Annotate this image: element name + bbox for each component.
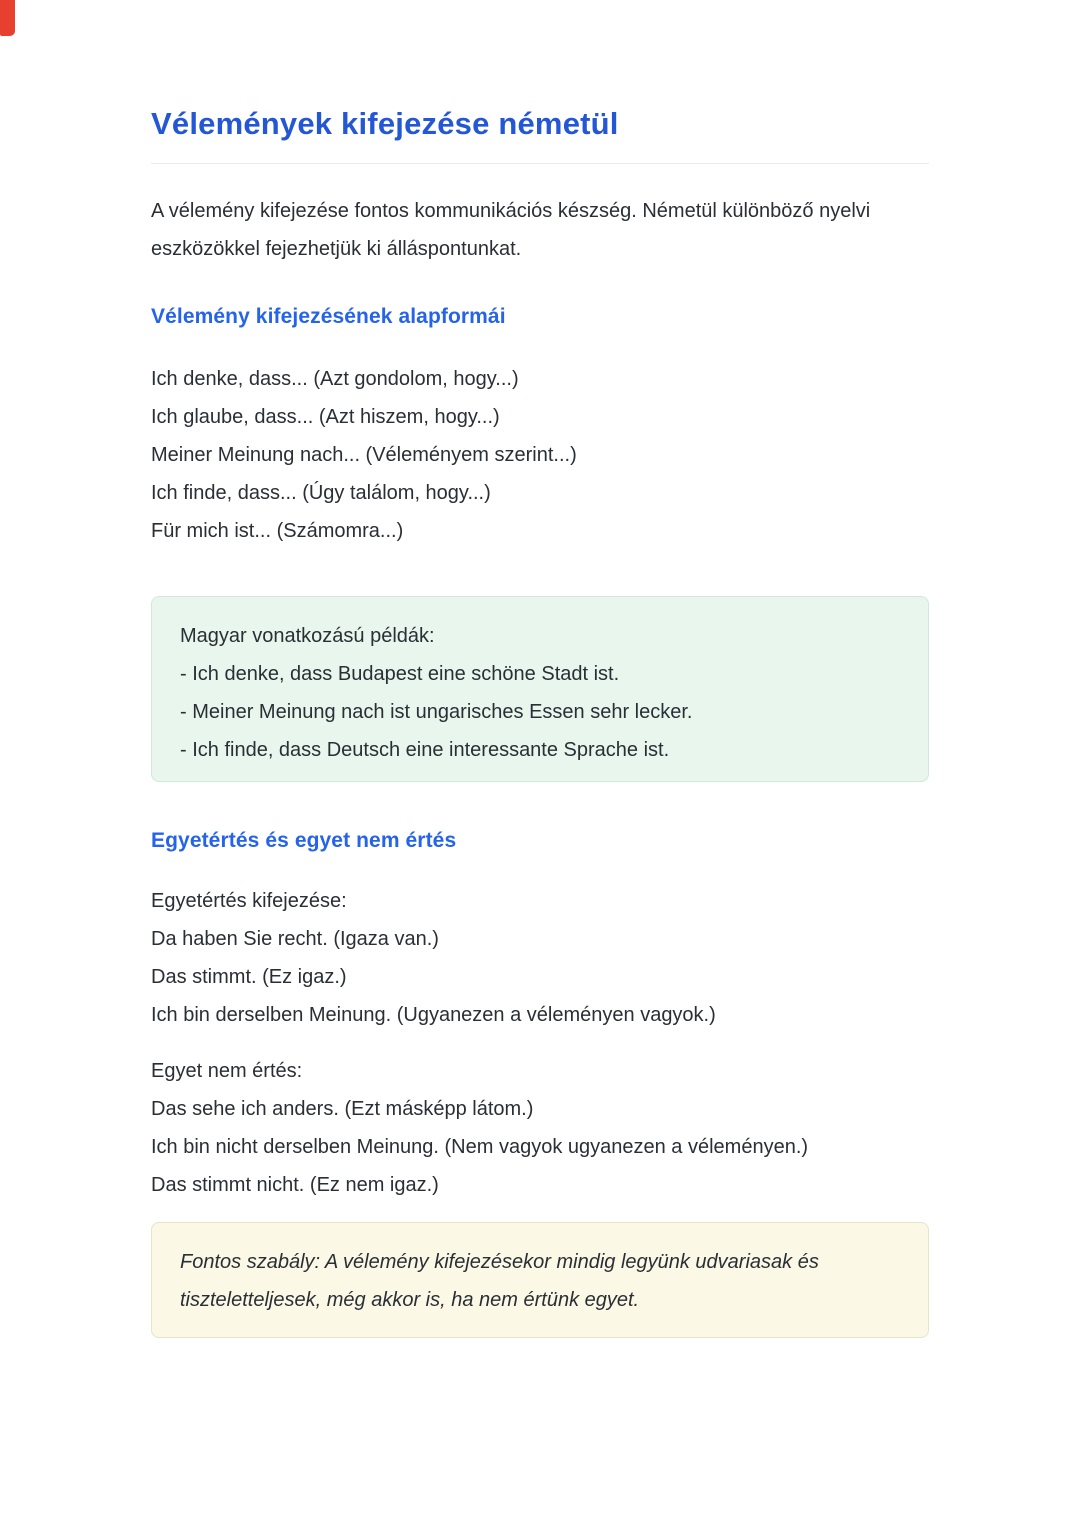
example-item: - Meiner Meinung nach ist ungarisches Essen sehr lecker.: [180, 701, 693, 723]
section-heading-agreement: Egyetértés és egyet nem értés: [151, 829, 457, 852]
example-item: - Ich denke, dass Budapest eine schöne Stadt ist.: [180, 663, 620, 685]
phrase-line: Das sehe ich anders. (Ezt másképp látom.): [151, 1098, 534, 1120]
page-title: Vélemények kifejezése németül: [151, 106, 619, 141]
disagreement-label: Egyet nem értés:: [151, 1060, 303, 1082]
example-box-title: Magyar vonatkozású példák:: [180, 625, 435, 647]
corner-marker: [0, 0, 15, 36]
phrase-line: Da haben Sie recht. (Igaza van.): [151, 928, 439, 950]
note-text: Fontos szabály: A vélemény kifejezésekor mindig legyünk udvariasak és tiszteletteljesek, még akkor is, ha nem értünk egyet.: [180, 1251, 819, 1311]
title-divider: [151, 163, 929, 164]
intro-paragraph: A vélemény kifejezése fontos kommunikációs készség. Németül különböző nyelvi eszközökkel fejezhetjük ki álláspontunkat.: [151, 200, 871, 260]
example-item: - Ich finde, dass Deutsch eine interessante Sprache ist.: [180, 739, 670, 761]
phrase-line: Ich finde, dass... (Úgy találom, hogy...): [151, 482, 491, 504]
agreement-label: Egyetértés kifejezése:: [151, 890, 347, 912]
agreement-list: [151, 882, 929, 1034]
phrase-line: Ich glaube, dass... (Azt hiszem, hogy...): [151, 406, 500, 428]
important-note-box: [151, 1222, 929, 1338]
phrase-line: Ich denke, dass... (Azt gondolom, hogy...): [151, 368, 519, 390]
phrase-line: Das stimmt. (Ez igaz.): [151, 966, 347, 988]
phrase-line: Ich bin nicht derselben Meinung. (Nem vagyok ugyanezen a véleményen.): [151, 1136, 809, 1158]
document-page: [151, 0, 929, 1338]
section-heading-basic-forms: Vélemény kifejezésének alapformái: [151, 305, 506, 328]
hungarian-examples-box: [151, 596, 929, 782]
disagreement-list: [151, 1052, 929, 1204]
phrase-line: Meiner Meinung nach... (Véleményem szerint...): [151, 444, 577, 466]
phrase-line: Ich bin derselben Meinung. (Ugyanezen a véleményen vagyok.): [151, 1004, 716, 1026]
phrase-line: Für mich ist... (Számomra...): [151, 520, 404, 542]
basic-phrase-list: [151, 360, 929, 550]
phrase-line: Das stimmt nicht. (Ez nem igaz.): [151, 1174, 439, 1196]
